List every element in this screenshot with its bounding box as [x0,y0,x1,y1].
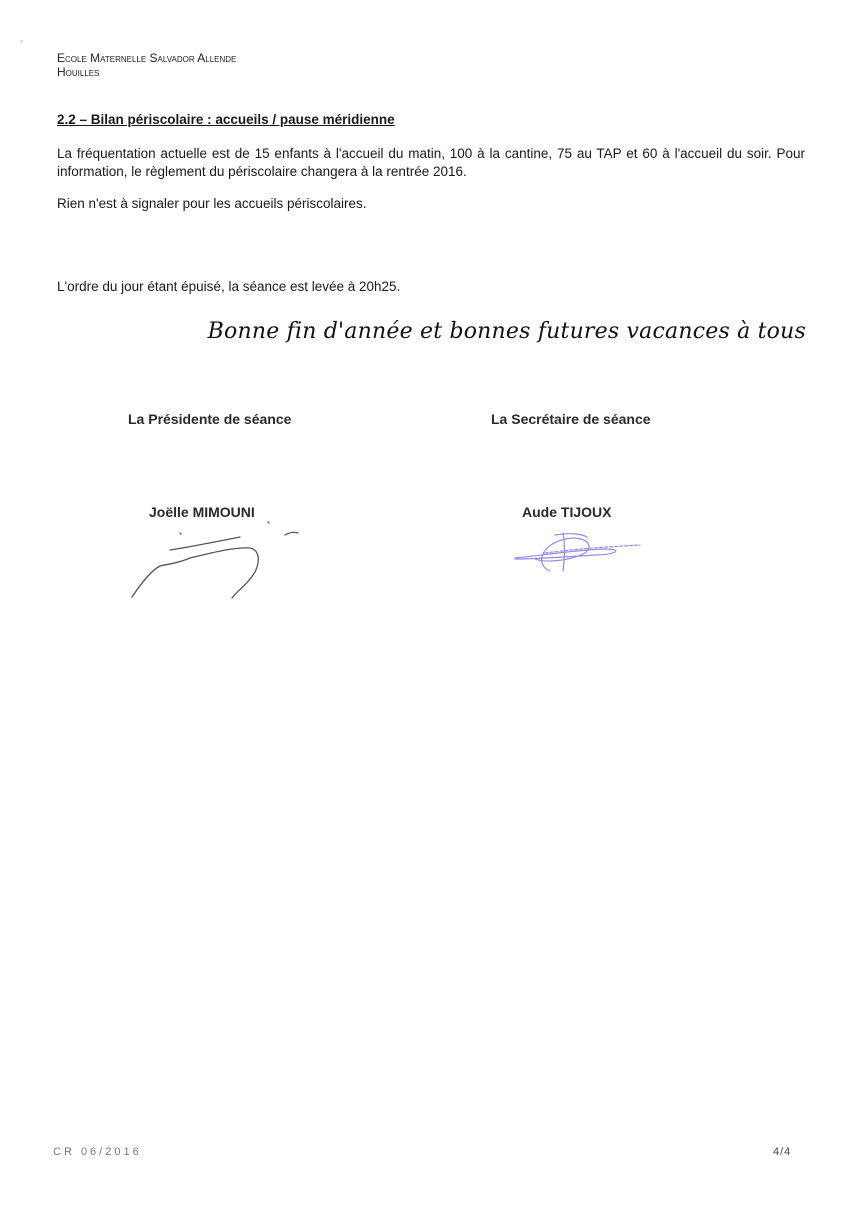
school-header [57,51,236,79]
closing-statement: L'ordre du jour étant épuisé, la séance est levée à 20h25. [57,279,401,294]
document-reference: CR 06/2016 [53,1146,142,1158]
page-number: 4/4 [773,1146,792,1158]
school-city: Houilles [57,65,100,79]
secretary-signature [505,525,645,575]
nothing-to-report-paragraph: Rien n'est à signaler pour les accueils périscolaires. [57,196,367,211]
secretary-role: La Secrétaire de séance [491,411,651,427]
president-name: Joëlle MIMOUNI [149,504,255,520]
closing-wishes: Bonne fin d'année et bonnes futures vacances à tous [207,319,806,344]
school-name: Ecole Maternelle Salvador Allende [57,51,237,65]
scan-speck [20,40,23,43]
attendance-paragraph: La fréquentation actuelle est de 15 enfants à l'accueil du matin, 100 à la cantine, 75 au TAP et 60 à l'accueil du soir. Pour information, le règlement du périscolaire changera à la rentrée 2016. [57,146,805,179]
secretary-name: Aude TIJOUX [522,504,612,520]
president-signature [120,520,310,600]
president-role: La Présidente de séance [128,411,292,427]
section-title: 2.2 – Bilan périscolaire : accueils / pause méridienne [57,112,395,127]
